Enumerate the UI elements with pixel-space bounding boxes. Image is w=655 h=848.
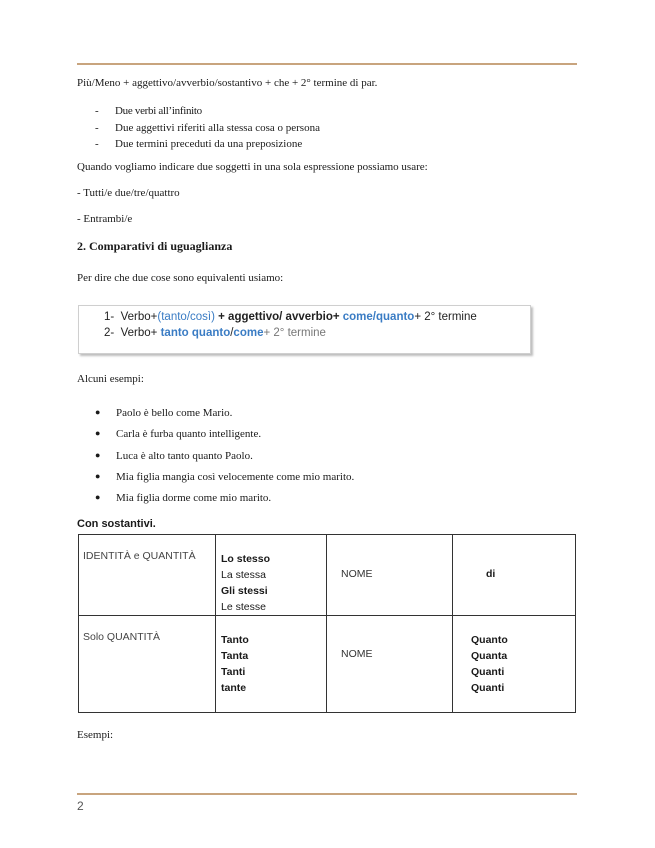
dash-item: - Due verbi all’infinito [95,105,202,117]
header-rule [77,63,577,65]
comparison-table [78,534,576,713]
formula-line-2: 2- Verbo+ tanto quanto/come+ 2° termine [104,327,326,339]
list-item: ● Mia figlia dorme come mio marito. [95,492,272,505]
quantity-stack: Tanto Tanta Tanti tante [221,634,249,694]
subjects-sentence: Quando vogliamo indicare due soggetti in una sola espressione possiamo usare: [77,161,428,173]
link-cell: di [486,568,496,580]
table-row [79,616,576,713]
table-row [79,535,576,616]
noun-cell: NOME [341,568,373,580]
examples-label: Alcuni esempi: [77,373,144,385]
intro-text: Più/Meno + aggettivo/avverbio/sostantivo + che + 2° termine di par. [77,77,378,89]
dash-item: - Due aggettivi riferiti alla stessa cosa o persona [95,121,320,134]
footer-rule [77,793,577,795]
esempi-label: Esempi: [77,729,114,741]
nouns-heading: Con sostantivi. [77,518,156,530]
dash-list [95,103,320,153]
examples-list [95,402,354,508]
list-item: ● Mia figlia mangia così velocemente come mio marito. [95,470,355,483]
list-item: ● Luca è alto tanto quanto Paolo. [95,449,253,462]
option-entrambi: - Entrambi/e [77,213,133,225]
list-item: ● Paolo è bello come Mario. [95,407,233,419]
section-heading: 2. Comparativi di uguaglianza [77,239,233,253]
formula-box [78,305,531,354]
page-number: 2 [77,799,84,813]
list-item: ● Carla è furba quanto intelligente. [95,428,262,441]
pronoun-stack: Lo stesso La stessa Gli stessi Le stesse [221,553,271,613]
formula-line-1: 1- Verbo+(tanto/così) + aggettivo/ avverbio+ come/quanto+ 2° termine [104,311,477,323]
row-label: Solo QUANTITÀ [83,631,161,643]
option-tutti: - Tutti/e due/tre/quattro [77,187,180,199]
dash-item: - Due termini preceduti da una preposizione [95,138,303,150]
equivalent-sentence: Per dire che due cose sono equivalenti usiamo: [77,272,284,284]
noun-cell: NOME [341,648,373,660]
quanto-stack: Quanto Quanta Quanti Quanti [471,634,508,694]
row-label: IDENTITÀ e QUANTITÀ [83,550,196,562]
